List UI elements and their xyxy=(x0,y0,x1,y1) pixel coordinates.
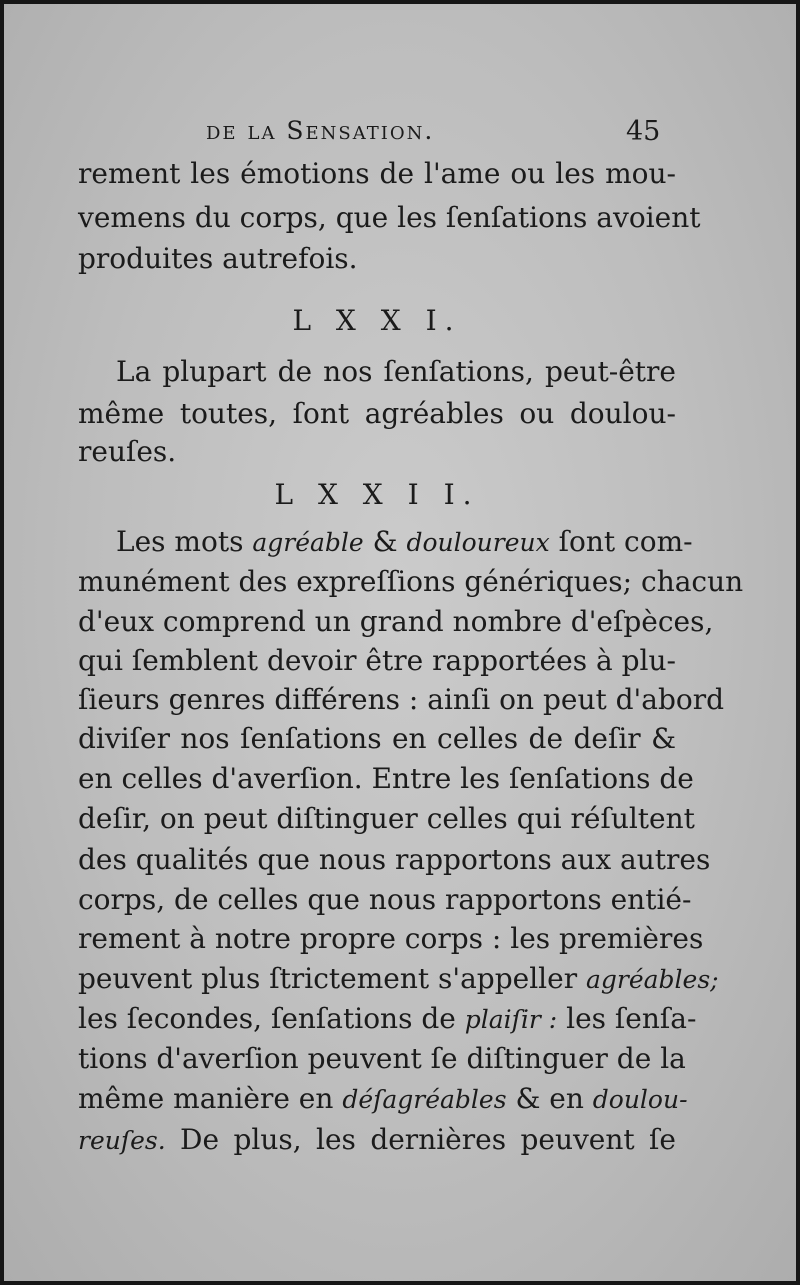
italic-text: plaiſir : xyxy=(464,1005,558,1034)
text-line: corps, de celles que nous rapportons entié- xyxy=(78,883,692,916)
text-line: même toutes, ſont agréables ou doulou- xyxy=(78,397,676,430)
text-line: en celles d'averſion. Entre les ſenſations de xyxy=(78,762,694,795)
text-line: munément des expreſſions génériques; chacun xyxy=(78,565,744,598)
page-header xyxy=(4,110,796,154)
text-line: La plupart de nos ſenſations, peut-être xyxy=(116,355,676,388)
text-line: produites autrefois. xyxy=(78,242,358,275)
text-line: les ſecondes, ſenſations de plaiſir : les ſenſa- xyxy=(78,1002,697,1035)
text-line: rement les émotions de l'ame ou les mou- xyxy=(78,157,676,190)
italic-text: agréables; xyxy=(586,965,719,994)
book-page xyxy=(4,4,796,1281)
section-heading: L X X I. xyxy=(292,304,462,337)
text-line: des qualités que nous rapportons aux autres xyxy=(78,843,711,876)
page-number: 45 xyxy=(626,116,661,147)
text-line: peuvent plus ſtrictement s'appeller agréables; xyxy=(78,962,719,995)
text-line: reuſes. xyxy=(78,435,177,468)
italic-text: doulou- xyxy=(592,1085,688,1114)
text-line: ſieurs genres différens : ainſi on peut d'abord xyxy=(78,683,725,716)
running-head: de la Sensation. xyxy=(206,116,435,145)
text-line: même manière en déſagréables & en doulou- xyxy=(78,1082,688,1115)
text-line: rement à notre propre corps : les premières xyxy=(78,922,704,955)
text-line: vemens du corps, que les ſenſations avoient xyxy=(78,201,701,234)
text-line: Les mots agréable & douloureux ſont com- xyxy=(116,525,693,558)
italic-text: reuſes. xyxy=(78,1126,166,1155)
text-line: reuſes. De plus, les dernières peuvent ſe xyxy=(78,1123,676,1156)
text-line: deſir, on peut diſtinguer celles qui réſultent xyxy=(78,802,695,835)
italic-text: douloureux xyxy=(406,528,550,557)
text-line: tions d'averſion peuvent ſe diſtinguer de la xyxy=(78,1042,686,1075)
italic-text: déſagréables xyxy=(342,1085,507,1114)
text-line: qui ſemblent devoir être rapportées à plu- xyxy=(78,644,676,677)
italic-text: agréable xyxy=(252,528,364,557)
section-heading: L X X I I. xyxy=(274,478,480,511)
text-line: diviſer nos ſenſations en celles de deſir & xyxy=(78,722,676,755)
text-line: d'eux comprend un grand nombre d'eſpèces, xyxy=(78,605,714,638)
